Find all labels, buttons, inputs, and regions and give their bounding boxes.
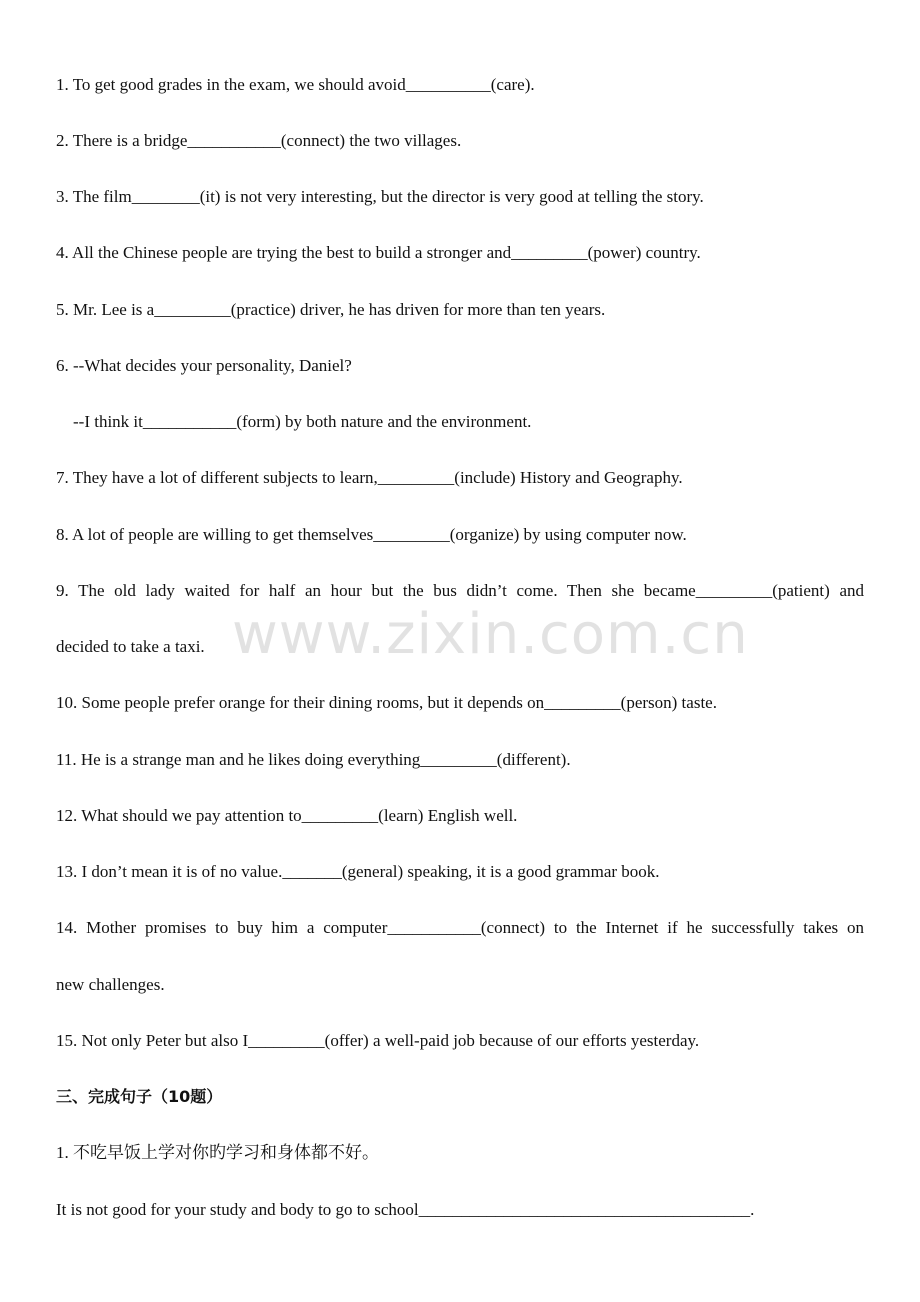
exercise-4: 4. All the Chinese people are trying the best to build a stronger and_________(power) country. bbox=[56, 243, 701, 262]
exercise-9-line-1: 9. The old lady waited for half an hour but the bus didn’t come. Then she became_________(patient) and bbox=[56, 581, 864, 600]
sentence-1-english: It is not good for your study and body to go to school_______________________________________. bbox=[56, 1200, 755, 1219]
exercise-5: 5. Mr. Lee is a_________(practice) driver, he has driven for more than ten years. bbox=[56, 300, 606, 319]
exercise-6-question: 6. --What decides your personality, Daniel? bbox=[56, 356, 352, 375]
exercise-11: 11. He is a strange man and he likes doing everything_________(different). bbox=[56, 750, 571, 769]
exercise-7: 7. They have a lot of different subjects to learn,_________(include) History and Geography. bbox=[56, 468, 683, 487]
exercise-8: 8. A lot of people are willing to get themselves_________(organize) by using computer now. bbox=[56, 525, 687, 544]
exercise-1: 1. To get good grades in the exam, we should avoid__________(care). bbox=[56, 75, 535, 94]
sentence-1-chinese: 1. 不吃早饭上学对你旳学习和身体都不好。 bbox=[56, 1143, 379, 1162]
watermark: www.zixin.com.cn bbox=[232, 602, 749, 667]
exercise-6-answer: --I think it___________(form) by both nature and the environment. bbox=[73, 412, 532, 431]
exercise-13: 13. I don’t mean it is of no value._______(general) speaking, it is a good grammar book. bbox=[56, 862, 660, 881]
exercise-14-line-2: new challenges. bbox=[56, 975, 165, 994]
exercise-9-line-2: decided to take a taxi. bbox=[56, 637, 205, 656]
exercise-2: 2. There is a bridge___________(connect) the two villages. bbox=[56, 131, 462, 150]
section-heading: 三、完成句子（10题） bbox=[56, 1087, 223, 1106]
exercise-3: 3. The film________(it) is not very interesting, but the director is very good at telling the story. bbox=[56, 187, 704, 206]
exercise-12: 12. What should we pay attention to_________(learn) English well. bbox=[56, 806, 518, 825]
exercise-14-line-1: 14. Mother promises to buy him a computer___________(connect) to the Internet if he successfully takes on bbox=[56, 918, 864, 937]
exercise-15: 15. Not only Peter but also I_________(offer) a well-paid job because of our efforts yesterday. bbox=[56, 1031, 700, 1050]
exercise-10: 10. Some people prefer orange for their dining rooms, but it depends on_________(person) taste. bbox=[56, 693, 717, 712]
